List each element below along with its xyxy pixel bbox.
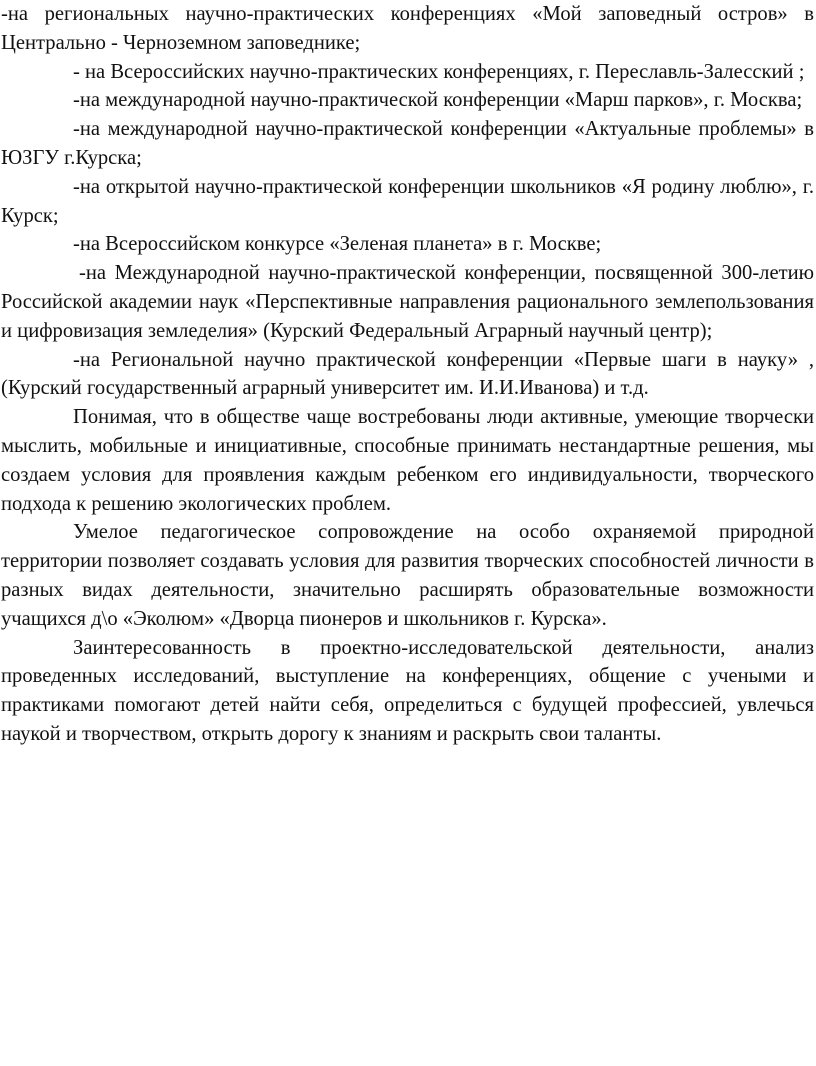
list-item-actual-problems: -на международной научно-практической конференции «Актуальные проблемы» в ЮЗГУ г.Курска; [1,118,814,169]
paragraph-research-interest: Заинтересованность в проектно-исследовательской деятельности, анализ проведенных исследований, выступление на конференциях, общение с учеными и практиками помогают детей найти себя, определиться с будущей профессией, увлечься наукой и творчеством, открыть дорогу к знаниям и раскрыть свои таланты. [1,636,814,745]
list-item-all-russian-conferences: - на Всероссийских научно-практических конференциях, г. Переславль-Залесский ; [73,60,805,83]
list-item-green-planet: -на Всероссийском конкурсе «Зеленая планета» в г. Москве; [73,233,602,256]
paragraph-active-people: Понимая, что в обществе чаще востребованы люди активные, умеющие творчески мыслить, мобильные и инициативные, способные принимать нестандартные решения, мы создаем условия для проявления каждым ребенком его индивидуальности, творческого подхода к решению экологических проблем. [1,406,814,515]
list-item-regional-conferences: -на региональных научно-практических конференциях «Мой заповедный остров» в Центрально - Черноземном заповеднике; [1,3,814,54]
paragraph-pedagogical-support: Умелое педагогическое сопровождение на особо охраняемой природной территории позволяет создавать условия для развития творческих способностей личности в разных видах деятельности, значительно расширять образовательные возможности учащихся д\о «Эколюм» «Дворца пионеров и школьников г. Курска». [1,521,814,630]
document-body [1,0,814,749]
list-item-i-love-homeland: -на открытой научно-практической конференции школьников «Я родину люблю», г. Курск; [1,175,814,227]
list-item-march-of-parks: -на международной научно-практической конференции «Марш парков», г. Москва; [73,89,803,112]
list-item-first-steps: -на Региональной научно практической конференции «Первые шаги в науку» , (Курский государственный аграрный университет им. И.И.Иванова) и т.д. [1,348,814,400]
list-item-academy-of-sciences: -на Международной научно-практической конференции, посвященной 300-летию Российской академии наук «Перспективные направления рационального землепользования и цифровизация земледелия» (Курский Федеральный Аграрный научный центр); [1,262,814,342]
